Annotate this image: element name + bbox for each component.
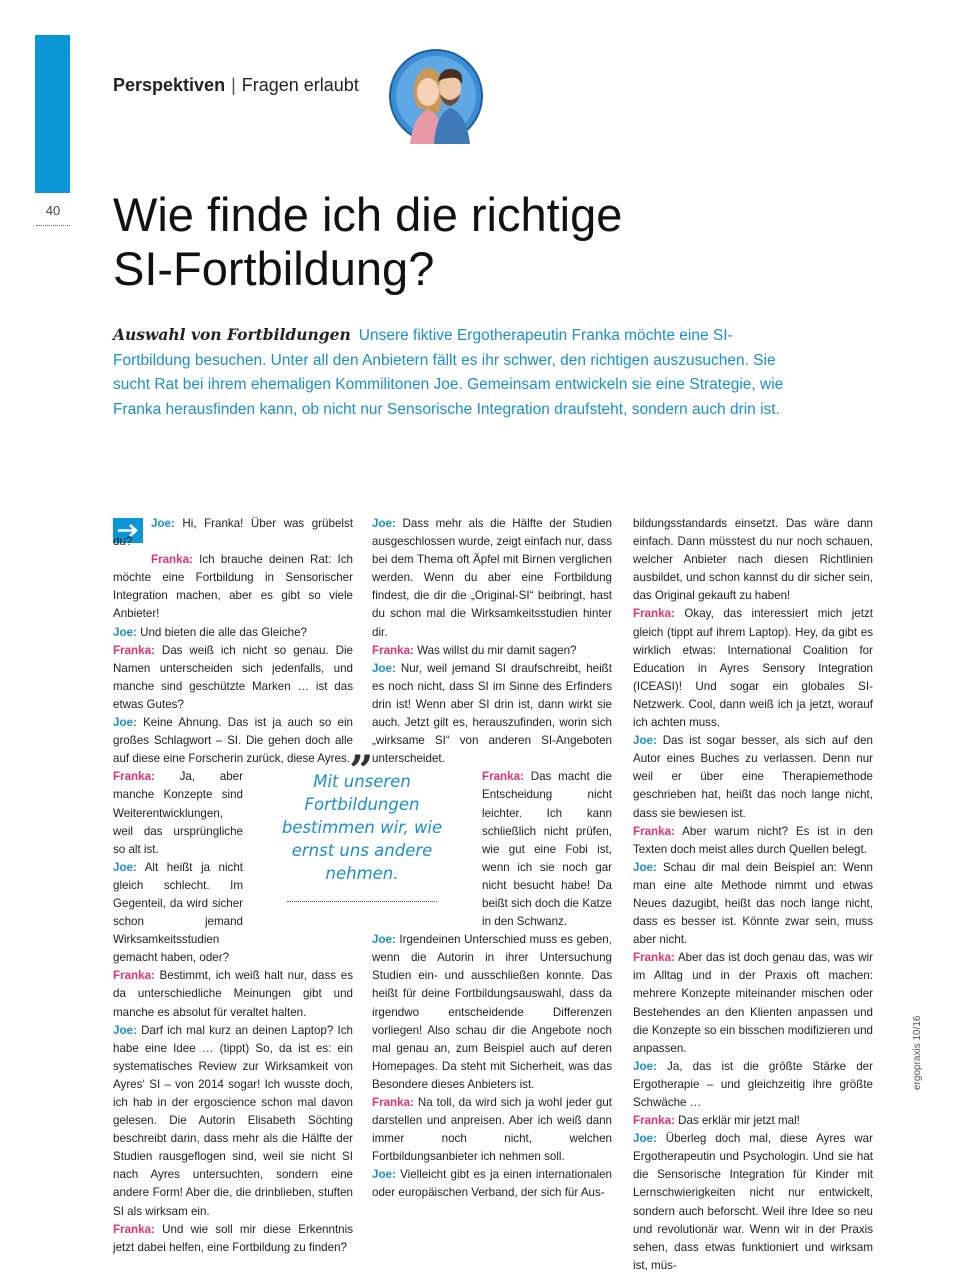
dialogue-text: Ja, das ist die größte Stärke der Ergotherapie – und gleichzeitig ihre größte Schwäche …: [633, 1059, 873, 1109]
dialogue-paragraph: [113, 768, 243, 858]
dialogue-paragraph: [113, 551, 353, 623]
speaker-franka: Franka:: [482, 770, 524, 784]
dialogue-paragraph: [113, 624, 353, 642]
speaker-joe: Joe:: [633, 1059, 657, 1073]
speaker-franka: Franka:: [633, 1114, 675, 1128]
speaker-joe: Joe:: [151, 517, 175, 530]
speaker-joe: Joe:: [113, 625, 137, 639]
page-number: 40: [45, 203, 61, 218]
dialogue-text: Schau dir mal dein Beispiel an: Wenn man eine alte Methode nimmt und etwas Neues dazugibt, heißt das noch lange nicht, dass es besser ist. Könnte zwar sein, muss aber nicht.: [633, 860, 873, 947]
dialogue-text: Okay, das interessiert mich jetzt gleich (tippt auf ihrem Laptop). Hey, da gibt es wirklich etwas: International Coalition for Education in Ayres Sensory Integration (ICEASI)! Und sogar ein globales SI-Netzwerk. Cool, dann weiß ich ja jetzt, worauf ich achten muss.: [633, 607, 873, 730]
speaker-franka: Franka:: [372, 643, 414, 657]
lead-paragraph: [113, 323, 793, 422]
speaker-joe: Joe:: [372, 1168, 396, 1182]
dialogue-text: Und wie soll mir diese Erkenntnis jetzt dabei helfen, eine Fortbildung zu finden?: [113, 1222, 353, 1254]
dialogue-text: Und bieten die alle das Gleiche?: [140, 625, 308, 639]
section-header: [113, 75, 359, 96]
title-line-2: SI-Fortbildung?: [113, 242, 435, 295]
dialogue-paragraph: [633, 1130, 873, 1275]
dialogue-paragraph: [372, 931, 612, 1094]
dialogue-text: Irgendeinen Unterschied muss es geben, wenn die Autorin in ihrer Untersuchung Studien ein- und ausschließen konnte. Das heißt für deine Fortbildungsauswahl, dass da irgendwo entscheidende Differenzen vorliegen! Also schau dir die Angebote noch mal genau an, zum Beispiel auch auf deren Homepages. Da steht mit Sicherheit, was das Besondere dieses Anbieters ist.: [372, 933, 612, 1091]
dialogue-text: Darf ich mal kurz an deinen Laptop? Ich habe eine Idee … (tippt) So, da ist es: ein systematisches Review zur Wirksamkeit von Ayres‘ SI – von 2014 sogar! Ich wusste doch, ich hab in der ergoscience schon mal davon gelesen. Die Autorin Elisabeth Söchting beschreibt darin, dass mehr als die Hälfte der Studien rausgeflogen sind, weil sie nicht SI nach Ayres untersuchten, sondern eine andere Form! Aber die, die drinblieben, stuften SI als wirksam ein.: [113, 1023, 353, 1218]
dialogue-text: Ich brauche deinen Rat: Ich möchte eine Fortbildung in Sensorischer Integration machen, aber es gibt so viele Anbieter!: [113, 553, 353, 621]
pull-quote-text: Mit unseren Fortbildungen bestimmen wir, wie ernst uns andere nehmen.: [281, 772, 443, 883]
dialogue-paragraph: [113, 859, 243, 968]
dialogue-paragraph: [113, 642, 353, 714]
dialogue-text: Alt heißt ja nicht gleich schlecht. Im Gegenteil, da wird sicher schon jemand Wirksamkeitsstudien gemacht haben, oder?: [113, 860, 243, 965]
dialogue-text: Na toll, da wird sich ja wohl jeder gut darstellen und anpreisen. Aber ich weiß dann immer noch nicht, welchen Fortbildungsanbieter ich nehmen soll.: [372, 1096, 612, 1164]
dialogue-text: bildungsstandards einsetzt. Das wäre dann einfach. Dann müsstest du nur noch schauen, welcher Anbieter nach diesen Richtlinien ausbildet, und schon kannst du dir sicher sein, das Original gekauft zu haben!: [633, 517, 873, 603]
journal-footer: ergopraxis 10/16: [912, 1015, 923, 1090]
speaker-franka: Franka:: [372, 1096, 414, 1109]
dialogue-paragraph: [372, 642, 612, 660]
franka-joe-avatar-icon: [388, 48, 484, 144]
speaker-joe: Joe:: [372, 517, 396, 530]
speaker-joe: Joe:: [113, 716, 137, 730]
speaker-joe: Joe:: [372, 661, 396, 675]
dialogue-paragraph: [633, 515, 873, 605]
dialogue-paragraph: [113, 1221, 353, 1257]
dialogue-text: Ja, aber manche Konzepte sind Weiterentwicklungen, weil das ursprüngliche so alt ist.: [113, 770, 243, 856]
quote-mark-icon: „: [349, 722, 375, 771]
lead-kicker: Auswahl von Fortbildungen: [113, 325, 351, 344]
text-column-3: [633, 515, 873, 1275]
dialogue-text: Aber warum nicht? Es ist in den Texten doch meist alles durch Quellen belegt.: [633, 824, 873, 856]
dialogue-paragraph: [113, 1022, 353, 1221]
speaker-franka: Franka:: [633, 951, 675, 965]
speaker-joe: Joe:: [633, 860, 657, 874]
pull-quote: [262, 722, 462, 902]
dialogue-text: Bestimmt, ich weiß halt nur, dass es da unterschiedliche Meinungen gibt und manche es absolut für veraltet halten.: [113, 969, 353, 1019]
dialogue-text: Keine Ahnung. Das ist ja auch so ein großes Schlagwort – SI. Die gehen doch alle auf diese eine Forscherin zurück, diese Ayres.: [113, 716, 353, 766]
speaker-joe: Joe:: [633, 734, 657, 748]
speaker-franka: Franka:: [113, 969, 155, 983]
dialogue-paragraph: [633, 732, 873, 822]
article-title: [113, 188, 813, 296]
dialogue-paragraph: [372, 515, 612, 642]
dialogue-paragraph: [372, 1166, 612, 1202]
speaker-franka: Franka:: [151, 553, 193, 567]
speaker-joe: Joe:: [633, 1132, 657, 1146]
speaker-franka: Franka:: [633, 824, 675, 838]
page-number-divider: [36, 225, 70, 226]
dialogue-paragraph: [633, 949, 873, 1058]
dialogue-text: Das ist sogar besser, als sich auf den Autor eines Buches zu verlassen. Denn nur weil er über eine Therapiemethode geschrieben hat, heißt das noch lange nicht, dass sie bewiesen ist.: [633, 734, 873, 820]
section-color-bar: [35, 35, 70, 193]
dialogue-paragraph: [633, 1058, 873, 1112]
speaker-franka: Franka:: [633, 607, 675, 621]
dialogue-text: Aber das ist doch genau das, was wir im Alltag und in der Praxis oft machen: mehrere Konzepte miteinander mischen oder Bestehendes an den Klienten anpassen und die Konzepte so ein bisschen modifizieren und anpassen.: [633, 951, 873, 1055]
speaker-joe: Joe:: [372, 933, 396, 947]
dialogue-text: Das macht die Entscheidung nicht leichter. Ich kann schließlich nicht prüfen, wie gut eine Fobi ist, wenn ich sie noch gar nicht besucht habe! Da beißt sich doch die Katze in den Schwanz.: [482, 770, 612, 929]
lead-text: Unsere fiktive Ergotherapeutin Franka möchte eine SI-Fortbildung besuchen. Unter all den Anbietern fällt es ihr schwer, den richtigen auszusuchen. Sie sucht Rat bei ihrem ehemaligen Kommilitonen Joe. Gemeinsam entwickeln sie eine Strategie, wie Franka herausfinden kann, ob nicht nur Sensorische Integration draufsteht, sondern auch drin ist.: [113, 327, 784, 418]
speaker-franka: Franka:: [113, 1222, 155, 1236]
dialogue-paragraph: [633, 1112, 873, 1130]
speaker-franka: Franka:: [113, 643, 155, 657]
dialogue-text: Was willst du mir damit sagen?: [417, 643, 577, 657]
dialogue-text: Das erklär mir jetzt mal!: [678, 1114, 800, 1128]
dialogue-text: Dass mehr als die Hälfte der Studien ausgeschlossen wurde, zeigt einfach nur, dass bei dem Thema oft Äpfel mit Birnen verglichen werden. Wenn du aber eine Fortbildung findest, die dir die „Original-SI“ beibringt, hast du schon mal die Wirksamkeitsstudien hinter dir.: [372, 517, 612, 639]
dialogue-text: Vielleicht gibt es ja einen internationalen oder europäischen Verband, der sich für Aus-: [372, 1168, 612, 1200]
pull-quote-divider: [287, 901, 437, 902]
speaker-joe: Joe:: [113, 860, 137, 874]
dialogue-paragraph: [633, 605, 873, 732]
dialogue-paragraph: [113, 967, 353, 1021]
dialogue-text: Hi, Franka! Über was grübelst du?: [113, 517, 353, 549]
dialogue-text: Überleg doch mal, diese Ayres war Ergotherapeutin und Psychologin. Und sie hat die Sensorische Integration für Kinder mit Lernschwierigkeiten nicht nur entwickelt, sondern auch beforscht. Weil ihre Idee so neu und revolutionär war. Wenn wir in der Praxis sehen, dass etwas funktioniert und wirksam ist, müs-: [633, 1132, 873, 1272]
dialogue-text: Das weiß ich nicht so genau. Die Namen unterscheiden sich jedenfalls, und manche sind geschützte Marken … ist das etwas Gutes?: [113, 643, 353, 711]
dialogue-paragraph: [113, 515, 353, 551]
speaker-franka: Franka:: [113, 770, 155, 784]
dialogue-paragraph: [482, 768, 612, 931]
speaker-joe: Joe:: [113, 1023, 137, 1037]
subsection-name: Fragen erlaubt: [241, 75, 359, 95]
title-line-1: Wie finde ich die richtige: [113, 188, 623, 241]
section-name: Perspektiven: [113, 75, 226, 95]
dialogue-paragraph: [633, 823, 873, 859]
dialogue-paragraph: [633, 859, 873, 949]
dialogue-paragraph: [372, 1094, 612, 1166]
header-separator: |: [231, 75, 236, 95]
dialogue-text: Nur, weil jemand SI draufschreibt, heißt es noch nicht, dass SI im Sinne des Erfinders drin ist! Wenn aber SI drin ist, dann wirkt sie auch. Jetzt gilt es, herauszufinden, worin sich „wirksame SI“ von anderen SI-Angeboten unterscheidet.: [372, 661, 612, 766]
